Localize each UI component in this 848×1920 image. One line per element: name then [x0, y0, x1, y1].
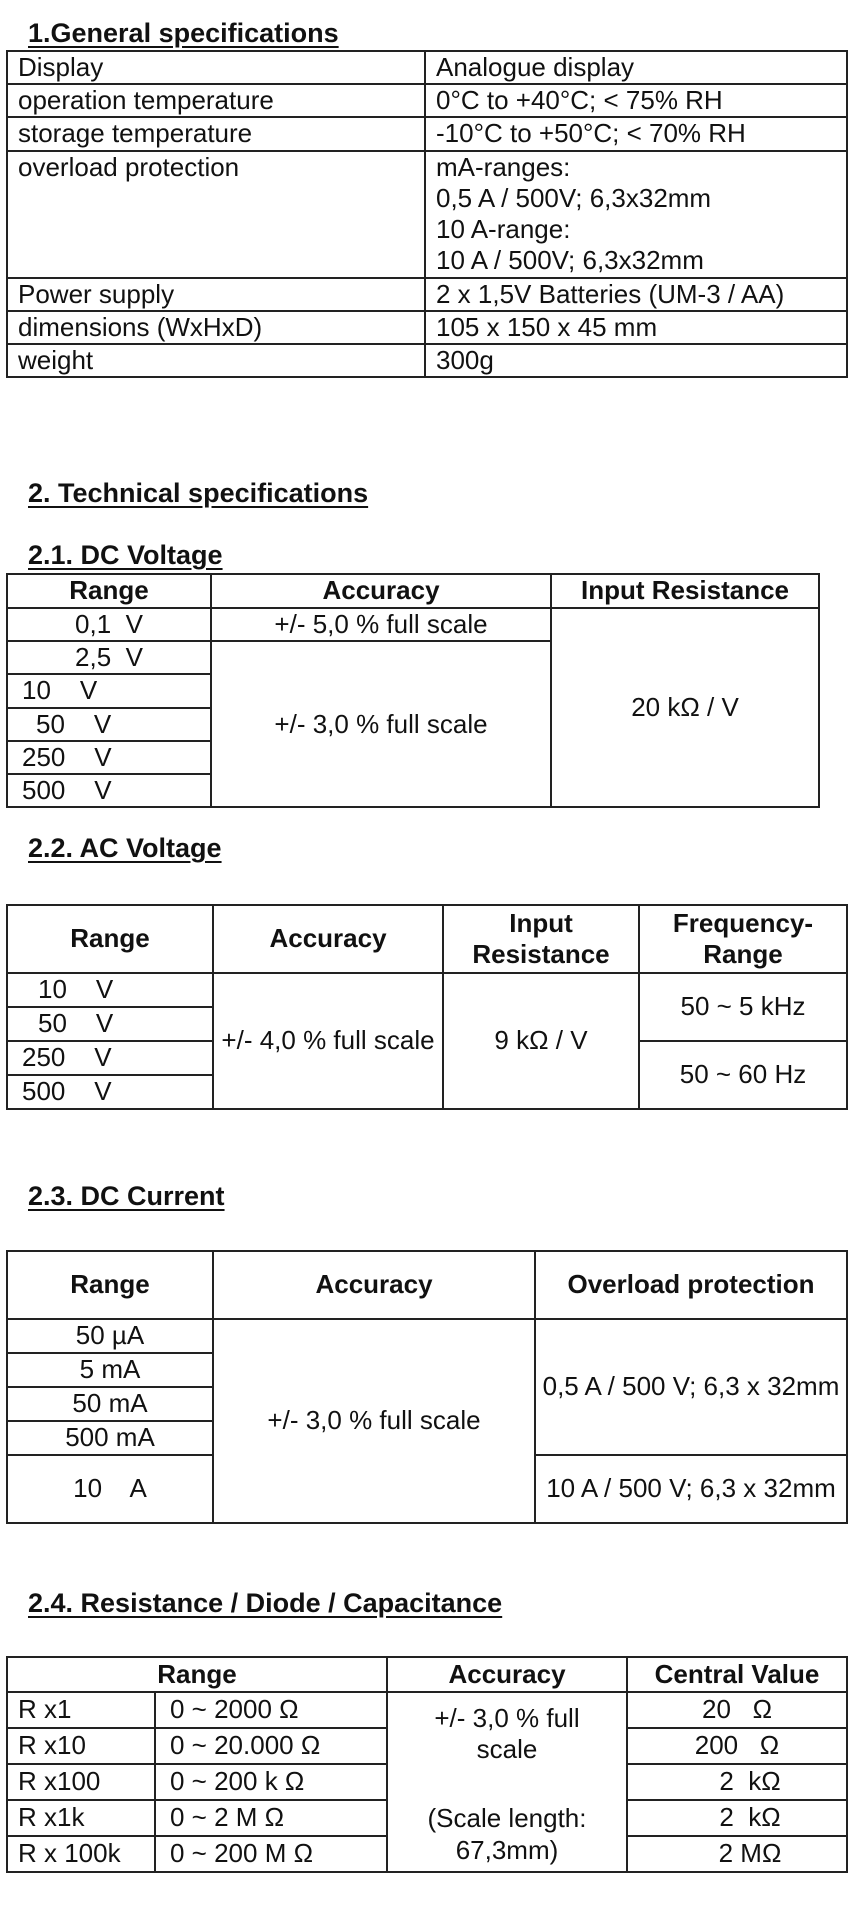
- acv-heading: 2.2. AC Voltage: [28, 833, 222, 863]
- range-cell: 10 A: [7, 1455, 213, 1523]
- input-resistance-cell: 9 kΩ / V: [443, 973, 639, 1109]
- accuracy-cell: +/- 3,0 % full scale: [213, 1319, 535, 1523]
- table-row: [7, 311, 847, 344]
- dcv-heading: 2.1. DC Voltage: [28, 540, 223, 570]
- accuracy-line: +/- 3,0 % full: [434, 1703, 580, 1733]
- dcv-table: [6, 573, 820, 808]
- acv-table: [6, 904, 848, 1110]
- accuracy-cell: +/- 5,0 % full scale: [211, 608, 551, 641]
- general-label: weight: [7, 344, 425, 377]
- accuracy-cell: +/- 4,0 % full scale: [213, 973, 443, 1109]
- multiplier-cell: R x 100k: [7, 1836, 155, 1872]
- general-label: overload protection: [7, 151, 425, 278]
- header-cell: Accuracy: [387, 1657, 627, 1692]
- accuracy-cell: +/- 3,0 % full scale: [211, 641, 551, 807]
- table-row: [7, 608, 819, 641]
- general-label: operation temperature: [7, 84, 425, 117]
- header-cell: Range: [7, 1657, 387, 1692]
- table-header-row: [7, 1251, 847, 1319]
- accuracy-line: scale: [476, 1734, 538, 1765]
- header-cell: Accuracy: [211, 574, 551, 608]
- overload-cell: 10 A / 500 V; 6,3 x 32mm: [535, 1455, 847, 1523]
- range-cell: 500 V: [7, 774, 211, 807]
- header-cell: Range: [7, 574, 211, 608]
- overload-cell: 0,5 A / 500 V; 6,3 x 32mm: [535, 1319, 847, 1455]
- range-cell: 0 ~ 2000 Ω: [155, 1692, 387, 1728]
- table-row: [7, 973, 847, 1007]
- header-cell: Range: [7, 905, 213, 973]
- header-cell: Input Resistance: [551, 574, 819, 608]
- range-cell: 2,5 V: [7, 641, 211, 674]
- range-cell: 50 µA: [7, 1319, 213, 1353]
- range-cell: 0 ~ 2 M Ω: [155, 1800, 387, 1836]
- multiplier-cell: R x10: [7, 1728, 155, 1764]
- table-row: [7, 278, 847, 311]
- table-row: [7, 151, 847, 278]
- value-line: mA-ranges:: [436, 151, 571, 182]
- central-value-cell: 2 kΩ: [627, 1800, 847, 1836]
- general-heading: 1.General specifications: [28, 18, 339, 48]
- multiplier-cell: R x100: [7, 1764, 155, 1800]
- general-value: 105 x 150 x 45 mm: [425, 311, 847, 344]
- general-value: -10°C to +50°C; < 70% RH: [425, 117, 847, 150]
- table-row: [7, 1319, 847, 1353]
- range-cell: 10 V: [7, 973, 213, 1007]
- general-value: 0°C to +40°C; < 75% RH: [425, 84, 847, 117]
- value-line: 10 A / 500V; 6,3x32mm: [436, 245, 704, 276]
- range-cell: 0 ~ 200 M Ω: [155, 1836, 387, 1872]
- header-cell: Accuracy: [213, 905, 443, 973]
- range-cell: 0,1 V: [7, 608, 211, 641]
- res-table: [6, 1656, 848, 1873]
- frequency-cell: 50 ~ 60 Hz: [639, 1041, 847, 1109]
- central-value-cell: 2 MΩ: [627, 1836, 847, 1872]
- general-label: storage temperature: [7, 117, 425, 150]
- table-row: [7, 1692, 847, 1728]
- general-table: [6, 50, 848, 378]
- table-header-row: [7, 1657, 847, 1692]
- range-cell: 10 V: [7, 674, 211, 707]
- general-value: 300g: [425, 344, 847, 377]
- central-value-cell: 20 Ω: [627, 1692, 847, 1728]
- header-cell: Range: [7, 1251, 213, 1319]
- table-row: [7, 344, 847, 377]
- range-cell: 0 ~ 200 k Ω: [155, 1764, 387, 1800]
- accuracy-line: (Scale length:: [427, 1803, 587, 1834]
- range-cell: 500 mA: [7, 1421, 213, 1455]
- general-value: Analogue display: [425, 51, 847, 84]
- frequency-cell: 50 ~ 5 kHz: [639, 973, 847, 1041]
- range-cell: 50 V: [7, 708, 211, 741]
- header-cell: Accuracy: [213, 1251, 535, 1319]
- table-header-row: [7, 905, 847, 973]
- general-label: Display: [7, 51, 425, 84]
- accuracy-cell: [387, 1692, 627, 1872]
- value-line: 0,5 A / 500V; 6,3x32mm: [436, 182, 712, 213]
- table-header-row: [7, 574, 819, 608]
- multiplier-cell: R x1k: [7, 1800, 155, 1836]
- range-cell: 50 mA: [7, 1387, 213, 1421]
- dca-heading: 2.3. DC Current: [28, 1181, 225, 1211]
- general-label: dimensions (WxHxD): [7, 311, 425, 344]
- general-value: [425, 151, 847, 278]
- multiplier-cell: R x1: [7, 1692, 155, 1728]
- range-cell: 50 V: [7, 1007, 213, 1041]
- central-value-cell: 200 Ω: [627, 1728, 847, 1764]
- value-line: 10 A-range:: [436, 213, 571, 244]
- table-row: [7, 117, 847, 150]
- range-cell: 500 V: [7, 1075, 213, 1109]
- general-value: 2 x 1,5V Batteries (UM-3 / AA): [425, 278, 847, 311]
- header-cell: Central Value: [627, 1657, 847, 1692]
- header-cell: Frequency-Range: [639, 905, 847, 973]
- range-cell: 250 V: [7, 1041, 213, 1075]
- res-heading: 2.4. Resistance / Diode / Capacitance: [28, 1588, 503, 1618]
- accuracy-line: 67,3mm): [455, 1834, 559, 1865]
- accuracy-spacer: [392, 1765, 622, 1803]
- range-cell: 250 V: [7, 741, 211, 774]
- general-label: Power supply: [7, 278, 425, 311]
- range-cell: 0 ~ 20.000 Ω: [155, 1728, 387, 1764]
- range-cell: 5 mA: [7, 1353, 213, 1387]
- table-row: [7, 51, 847, 84]
- header-cell: Overload protection: [535, 1251, 847, 1319]
- central-value-cell: 2 kΩ: [627, 1764, 847, 1800]
- header-cell: Input Resistance: [443, 905, 639, 973]
- input-resistance-cell: 20 kΩ / V: [551, 608, 819, 807]
- dca-table: [6, 1250, 848, 1524]
- table-row: [7, 84, 847, 117]
- technical-heading: 2. Technical specifications: [28, 478, 369, 508]
